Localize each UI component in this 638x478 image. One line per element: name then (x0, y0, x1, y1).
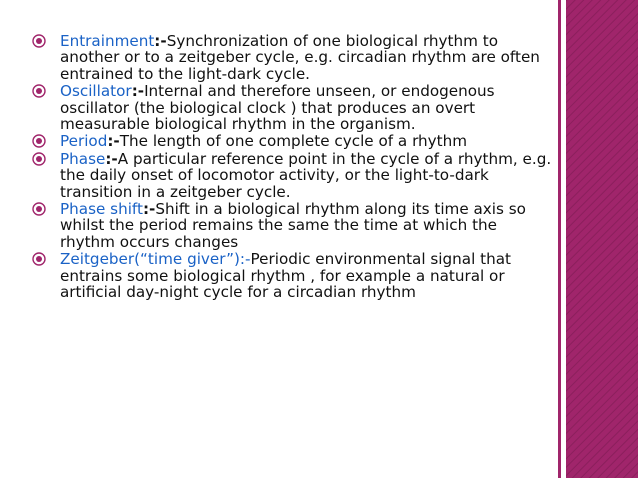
definition-text: A particular reference point in the cycle of a rhythm, e.g. the daily onset of locomotor activity, or the light-to-dark transition in a zeitgeber cycle. (60, 149, 552, 201)
target-circle-icon (32, 134, 46, 148)
list-item-phase (32, 151, 552, 200)
term: Oscillator (60, 82, 132, 101)
side-decorative-panel (566, 0, 638, 478)
definition-text: Internal and therefore unseen, or endogenous oscillator (the biological clock ) that produces an overt measurable biological rhythm in the organism. (60, 82, 495, 134)
target-circle-icon (32, 152, 46, 166)
term: Phase (60, 149, 106, 168)
list-item-entrainment (32, 33, 552, 82)
list-item-oscillator (32, 83, 552, 132)
target-circle-icon (32, 34, 46, 48)
side-pattern (566, 0, 638, 478)
side-divider (558, 0, 561, 478)
definition-text: The length of one complete cycle of a rhythm (119, 132, 468, 151)
separator: :- (131, 82, 145, 101)
term: Period (60, 132, 108, 151)
definition-text: Synchronization of one biological rhythm to another or to a zeitgeber cycle, e.g. circadian rhythm are often entrained to the light-dark cycle. (60, 32, 540, 83)
term: Zeitgeber(“time giver”):- (60, 250, 251, 269)
separator: :- (142, 200, 156, 219)
definition-text: Periodic environmental signal that entrains some biological rhythm , for example a natural or artificial day-night cycle for a circadian rhythm (60, 250, 511, 302)
list-item-phase-shift (32, 201, 552, 250)
separator: :- (105, 149, 118, 168)
target-circle-icon (32, 202, 46, 216)
separator: :- (154, 32, 167, 50)
list-item-zeitgeber (32, 251, 552, 300)
target-circle-icon (32, 252, 46, 266)
term: Entrainment (60, 32, 155, 50)
target-circle-icon (32, 84, 46, 98)
definition-text: Shift in a biological rhythm along its time axis so whilst the period remains the same the time at which the rhythm occurs changes (60, 200, 526, 251)
list-item-period (32, 133, 552, 149)
definition-list (32, 33, 552, 302)
term: Phase shift (60, 200, 143, 219)
separator: :- (107, 132, 120, 151)
